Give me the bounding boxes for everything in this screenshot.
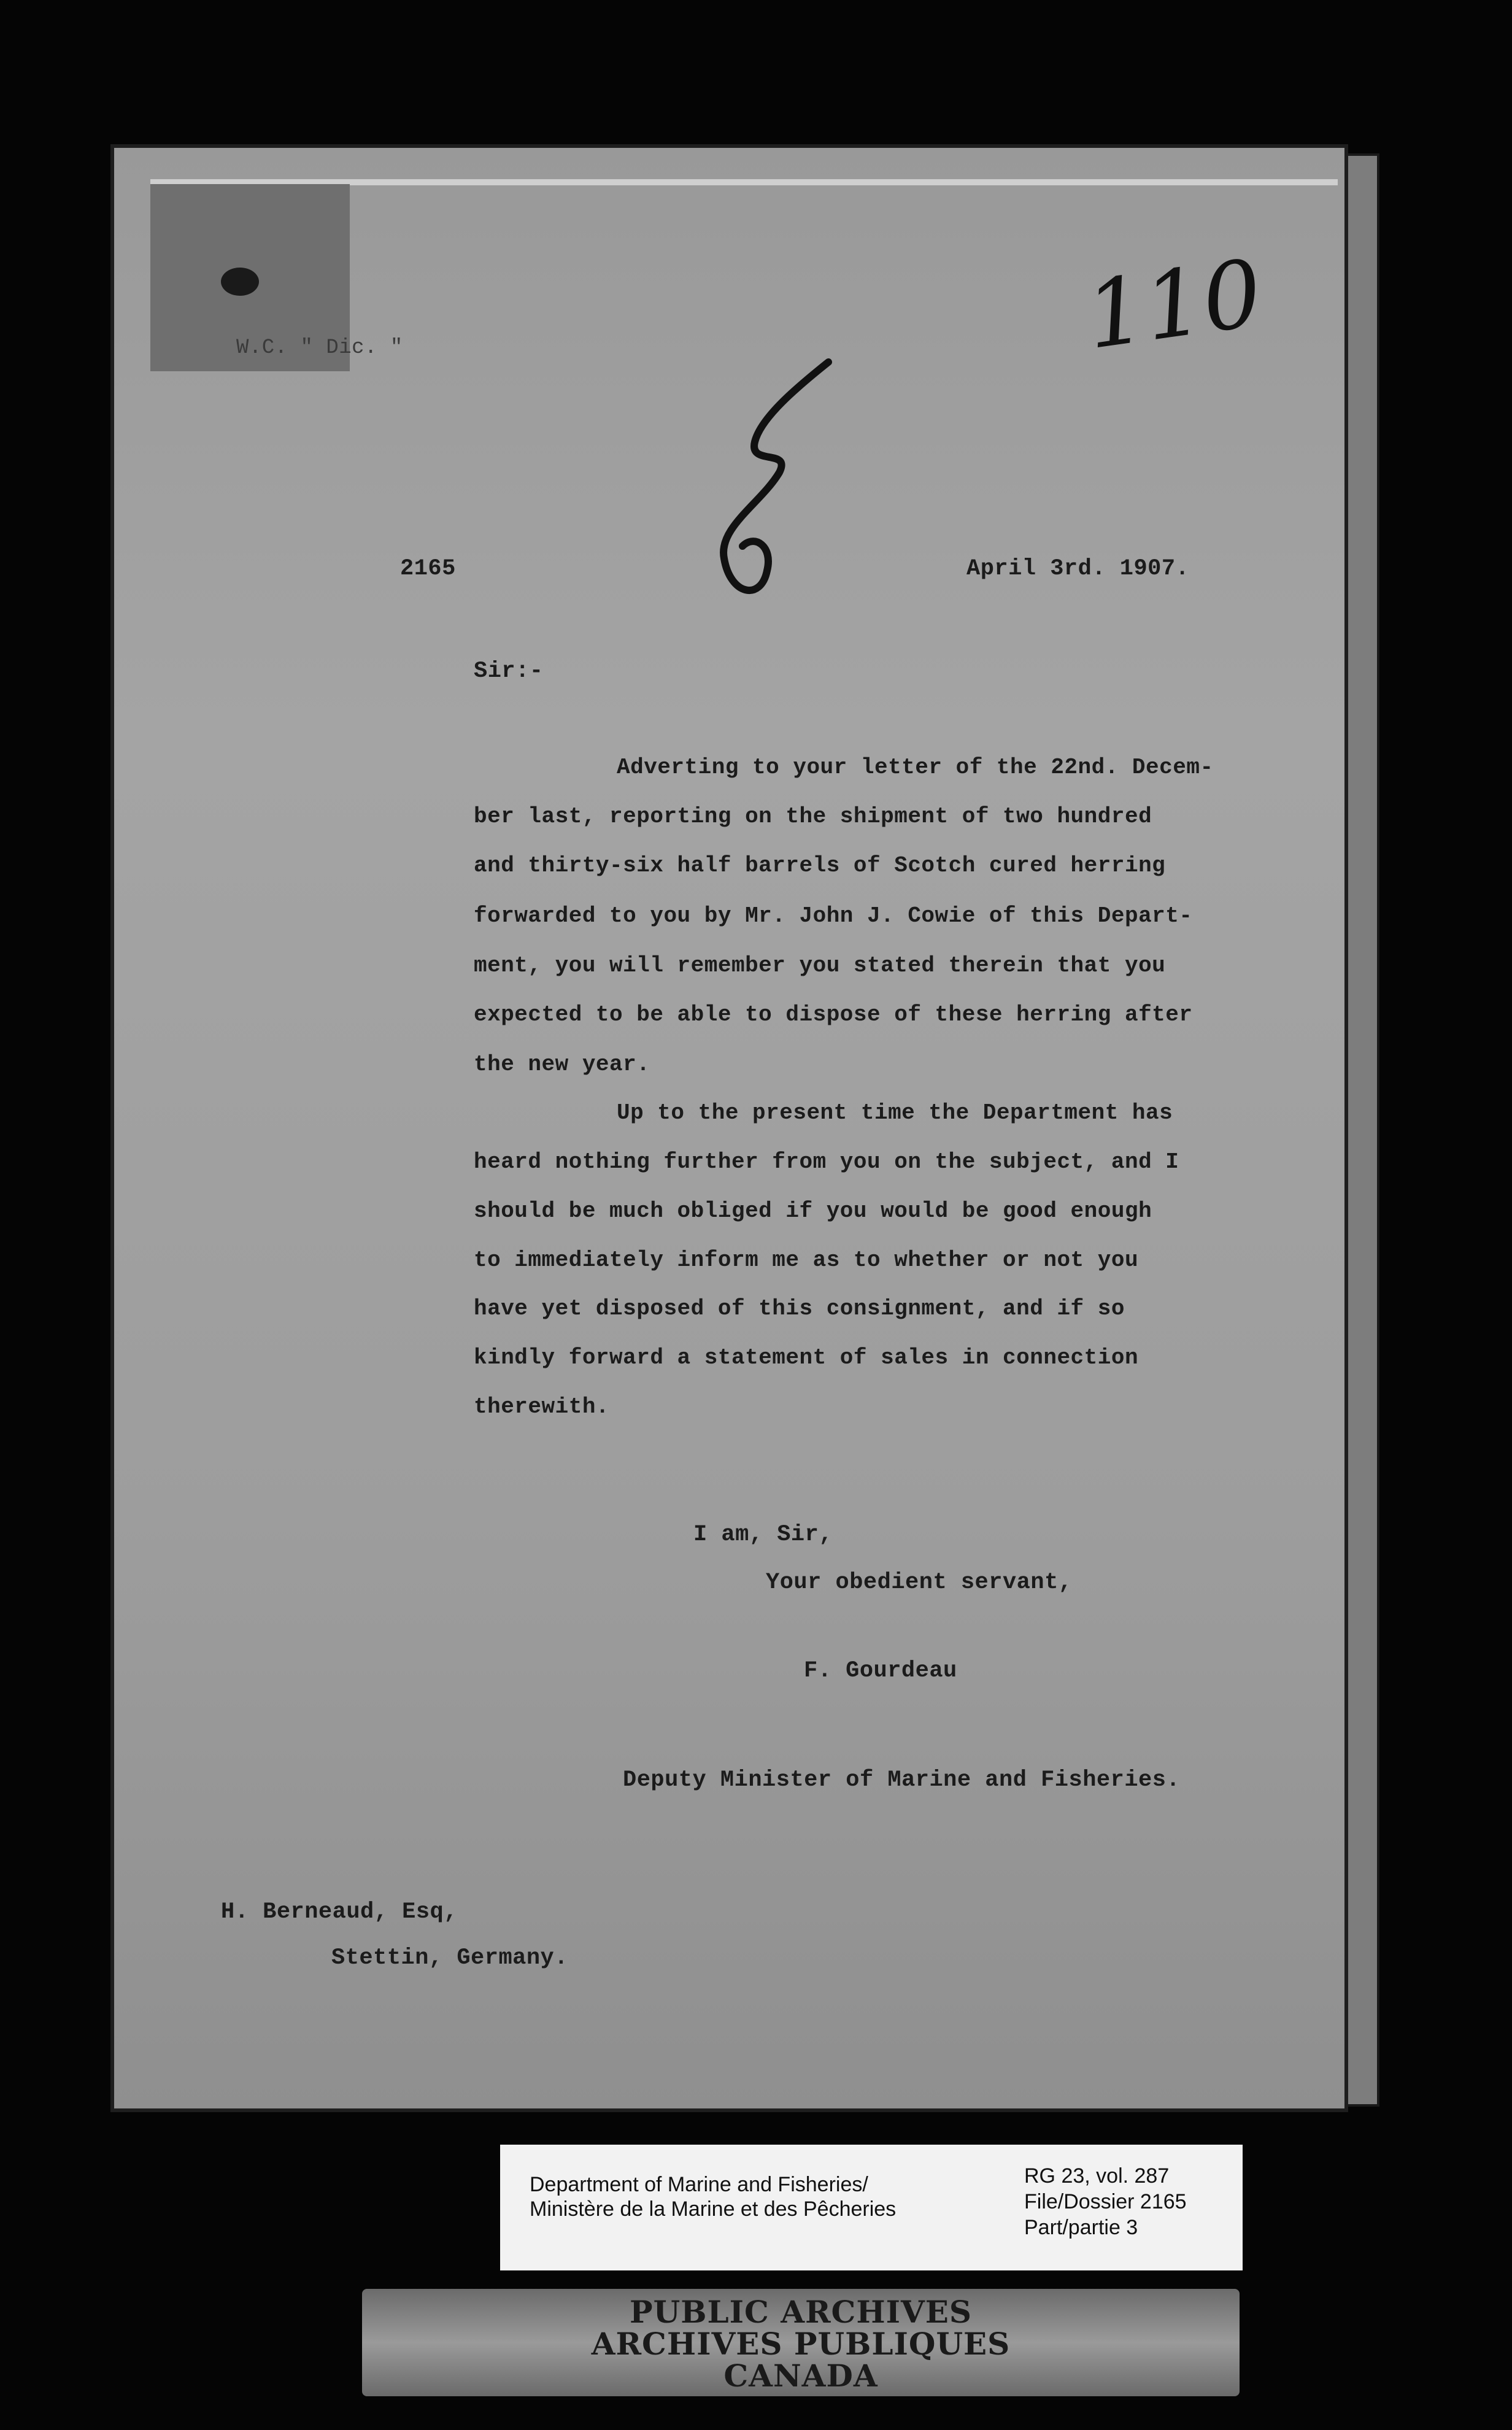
body-line: Up to the present time the Department has xyxy=(617,1100,1173,1125)
handwritten-page-number: 110 xyxy=(1079,239,1269,371)
body-line: Adverting to your letter of the 22nd. Decem- xyxy=(617,755,1214,780)
record-group: RG 23, vol. 287 xyxy=(1024,2164,1170,2188)
signer-title: Deputy Minister of Marine and Fisheries. xyxy=(623,1767,1181,1793)
closing-line-2: Your obedient servant, xyxy=(766,1570,1073,1595)
body-line: ber last, reporting on the shipment of two hundred xyxy=(474,804,1152,829)
body-line: expected to be able to dispose of these herring after xyxy=(474,1002,1193,1027)
body-line: should be much obliged if you would be good enough xyxy=(474,1198,1152,1224)
body-line: to immediately inform me as to whether or not you xyxy=(474,1248,1139,1273)
handwritten-mark-icon xyxy=(706,350,847,608)
body-line: the new year. xyxy=(474,1052,650,1077)
body-line: and thirty-six half barrels of Scotch cured herring xyxy=(474,853,1166,878)
stamp-line-2: ARCHIVES PUBLIQUES xyxy=(591,2326,1011,2362)
addressee-place: Stettin, Germany. xyxy=(331,1945,568,1971)
body-line: ment, you will remember you stated therein that you xyxy=(474,953,1166,978)
file-dossier: File/Dossier 2165 xyxy=(1024,2190,1187,2213)
department-french: Ministère de la Marine et des Pêcheries xyxy=(530,2197,897,2221)
body-line: forwarded to you by Mr. John J. Cowie of this Depart- xyxy=(474,903,1193,928)
body-line: therewith. xyxy=(474,1394,610,1419)
body-line: kindly forward a statement of sales in connection xyxy=(474,1345,1139,1370)
stamp-line-3: CANADA xyxy=(723,2358,878,2394)
stamp-line-1: PUBLIC ARCHIVES xyxy=(630,2294,972,2330)
body-line: have yet disposed of this consignment, and if so xyxy=(474,1296,1125,1321)
signer-name: F. Gourdeau xyxy=(804,1658,957,1684)
salutation: Sir:- xyxy=(474,658,544,684)
addressee-name: H. Berneaud, Esq, xyxy=(221,1899,458,1925)
file-number: 2165 xyxy=(400,556,456,582)
archives-stamp xyxy=(362,2289,1240,2396)
archive-reference-label xyxy=(500,2145,1243,2270)
department-english: Department of Marine and Fisheries/ xyxy=(530,2173,868,2196)
punch-hole xyxy=(221,268,259,296)
reference-code: W.C. " Dic. " xyxy=(236,336,403,360)
body-line: heard nothing further from you on the subject, and I xyxy=(474,1149,1179,1174)
letter-date: April 3rd. 1907. xyxy=(966,556,1190,582)
closing-line-1: I am, Sir, xyxy=(693,1522,833,1548)
part-partie: Part/partie 3 xyxy=(1024,2216,1138,2239)
